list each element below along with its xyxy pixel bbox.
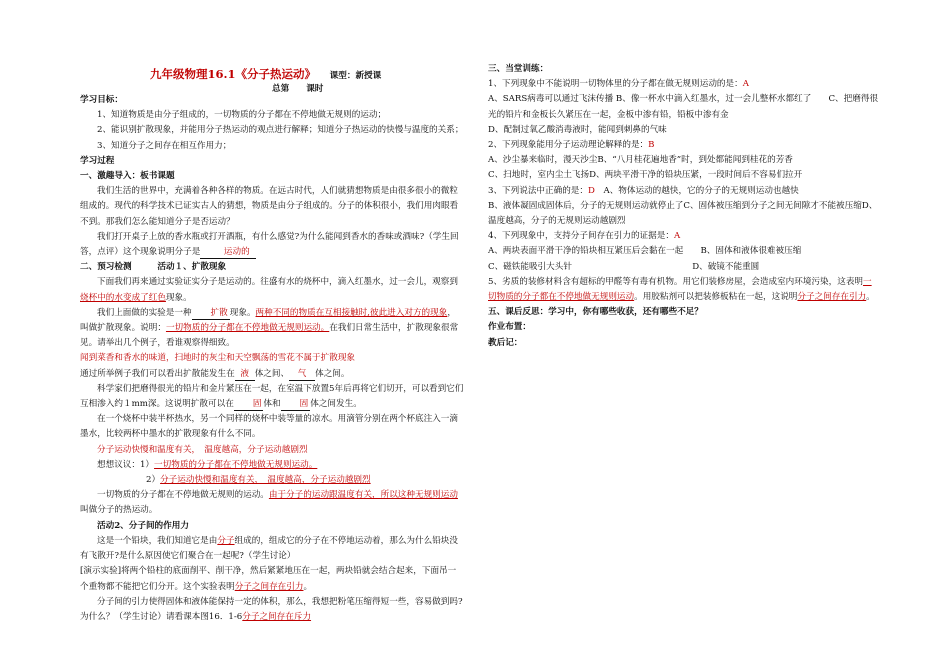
- f2-text-a: [演示实验]将两个铅柱的底面削平、削干净，然后紧紧地压在一起，两块铅就会结合起来，下面吊一个重物都不能把它们分开。这个实验表明: [80, 566, 457, 592]
- d4-text-a: 科学家们把磨得很光的铅片和金片紧压在一起，在室温下放置5年后再将它们切开，可以看到它们互相渗入约１mm深。这说明扩散可以在: [80, 383, 464, 410]
- think-label: 想想议议：1）: [97, 459, 155, 470]
- d3-text-c: 体之间。: [315, 368, 350, 379]
- diffusion-paragraph-2: [80, 306, 464, 352]
- diffusion-examples-answer: 闻到菜香和香水的味道，扫地时的灰尘和天空飘荡的雪花不属于扩散现象: [80, 353, 356, 364]
- q5-answer-1: 一切物质的分子都在不停地做无规则运动: [488, 276, 872, 303]
- d4-answer-1: 固: [234, 399, 264, 411]
- think-discuss-2: [80, 473, 464, 488]
- d4-text-c: 体之间发生。: [310, 399, 362, 410]
- section-2-heading: 二、预习检测 活动１、扩散现象: [80, 262, 227, 273]
- left-column: [80, 93, 464, 625]
- d2-text-a: 我们上面做的实验是一种: [97, 307, 192, 318]
- process-heading: 学习过程: [80, 155, 115, 166]
- q1-answer: A: [742, 79, 749, 90]
- diffusion-paragraph-4: [80, 382, 464, 412]
- goals-heading: 学习目标：: [80, 95, 123, 105]
- think-answer-2: 分子运动快慢和温度有关， 温度越高，分子运动越剧烈: [160, 475, 371, 486]
- section-1-heading: 一、激趣导入：板书课题: [80, 171, 175, 182]
- think-label-2: 2）: [146, 475, 161, 486]
- d2-text-d: 在我们日常生活中，扩散现象很常见。请举出几个例子，看谁观察得细致。: [80, 323, 459, 349]
- intro2-text: 我们打开桌子上放的香水瓶或打开酒瓶，有什么感觉?为什么能闻到香水的香味或酒味?（学生回答，点评）这个现象说明分子是: [80, 231, 459, 258]
- document-title: [150, 66, 480, 82]
- d1-answer: 烧杯中的水变成了红色: [80, 292, 166, 303]
- total-label: 总第: [272, 84, 290, 94]
- f1-answer: 分子: [217, 535, 235, 546]
- intro2-answer: 运动的: [200, 247, 256, 259]
- right-column: [488, 62, 880, 351]
- question-3: [488, 184, 880, 199]
- d2-answer-1: 扩散: [192, 308, 230, 320]
- goal-2: 2、能识别扩散现象，并能用分子热运动的观点进行解释；知道分子热运动的快慢与温度的关系；: [97, 125, 464, 136]
- d2-answer-2: 两种不同的物质在互相接触时,彼此进入对方的现象: [255, 307, 448, 318]
- question-1-options: A、SARS病毒可以通过飞沫传播 B、像一杯水中滴入红墨水，过一会儿整杯水都红了 C、把磨得很光的铅片和金板长久紧压在一起，金板中渗有铅，铅板中渗有金: [488, 94, 879, 120]
- diffusion-paragraph-3: [80, 367, 464, 382]
- force-paragraph-1: [80, 534, 464, 564]
- notes-heading: 教后记：: [488, 337, 523, 348]
- temperature-answer: 分子运动快慢和温度有关， 温度越高，分子运动越剧烈: [97, 444, 308, 455]
- question-5: [488, 275, 880, 305]
- think-discuss-1: [80, 458, 464, 473]
- q3-answer: D: [588, 185, 595, 196]
- think-answer-1: 一切物质的分子都在不停地做无规则运动。: [154, 459, 318, 470]
- d6-text-b: 叫做分子的热运动。: [80, 505, 158, 516]
- q5-answer-2: 分子之间存在引力: [797, 292, 867, 303]
- f3-answer: 分子之间存在斥力: [242, 611, 312, 622]
- activity-2-heading: 活动2、分子间的作用力: [97, 520, 189, 531]
- diffusion-paragraph-1: [80, 275, 464, 305]
- d1-text: 下面我们再来通过实验证实分子是运动的。往盛有水的烧杯中，滴入红墨水，过一会儿，观察到: [97, 277, 458, 288]
- intro-paragraph-1: 我们生活的世界中，充满着各种各样的物质。在远古时代，人们就猜想物质是由很多很小的微粒组成的。现代的科学技术已证实古人的猜想，物质是由分子组成的。分子的体积很小，我们用肉眼看不到。那我们怎么能知道分子是否运动？: [80, 186, 459, 227]
- f2-answer: 分子之间存在引力: [234, 581, 304, 592]
- question-4: [488, 229, 880, 244]
- question-4-options-ab: A、两块表面平滑干净的铅块相互紧压后会黏在一起 B、固体和液体很难被压缩: [488, 246, 802, 257]
- section-3-heading: 三、当堂训练：: [488, 64, 549, 74]
- f1-text-a: 这是一个铅块，我们知道它是由: [97, 535, 218, 546]
- section-5-heading: 五、课后反思：学习中，你有哪些收获，还有哪些不足？: [488, 307, 703, 318]
- d2-text-b: 现象。: [229, 307, 256, 318]
- q5-text-a: 5、劣质的装修材料含有超标的甲醛等有毒有机物。用它们装修房屋，会造成室内环境污染，这表明: [488, 276, 864, 287]
- intro-paragraph-2: [80, 230, 464, 260]
- lesson-type: 课型：新授课: [329, 71, 382, 81]
- question-1-option-d: D、配制过氧乙酸消毒液时，能闻到刺鼻的气味: [488, 124, 667, 135]
- d3-answer-1: 液: [235, 369, 255, 381]
- f1-text-b: 组成的，组成它的分子在不停地运动着，那么为什么铅块没有飞散开?是什么原因使它们聚合在一起呢?（学生讨论）: [80, 535, 458, 562]
- f2-text-b: 。: [303, 581, 313, 592]
- d4-text-b: 体和: [263, 399, 281, 410]
- question-2-options-cd: C、扫地时，室内尘土飞扬D、两块平滑干净的铅块压紧，一段时间后不容易们拉开: [488, 170, 803, 181]
- thermal-motion-paragraph: [80, 488, 464, 518]
- f3-text-a: 分子间的引力使得固体和液体能保持一定的体积，那么，我想把粉笔压缩得短一些，容易做到吗?为什么？（学生讨论）请看课本图16．1-6: [80, 596, 463, 622]
- force-paragraph-3: [80, 595, 464, 625]
- q3-text: 3、下列说法中正确的是：: [488, 185, 588, 196]
- goal-3: 3、知道分子之间存在相互作用力；: [97, 140, 232, 151]
- lesson-label: 课时: [306, 84, 324, 94]
- diffusion-paragraph-5: 在一个烧杯中装半杯热水，另一个同样的烧杯中装等量的凉水。用滴管分别在两个杯底注入一滴墨水，比较两杯中墨水的扩散现象有什么不同。: [80, 414, 458, 440]
- q4-answer: A: [673, 231, 681, 242]
- q1-text: 1、下列现象中不能说明一切物体里的分子都在做无规则运动的是：: [488, 79, 743, 90]
- d6-answer: 由于分子的运动跟温度有关，所以这种无规则运动: [268, 490, 458, 501]
- q2-text: 2、下列现象能用分子运动理论解释的是：: [488, 140, 649, 151]
- d6-text-a: 一切物质的分子都在不停地做无规则的运动。: [97, 490, 269, 501]
- d2-text-c: ，叫做扩散现象。说明：: [80, 307, 456, 334]
- question-2: [488, 138, 880, 153]
- d3-answer-2: 气: [289, 369, 315, 381]
- question-4-options-cd: C、磁铁能吸引大头针 D、破镜不能重圆: [488, 261, 760, 272]
- d3-text-a: 通过所举例子我们可以看出扩散能发生在: [80, 368, 235, 379]
- d4-answer-2: 固: [281, 399, 311, 411]
- q3-option-a: A、物体运动的越快，它的分子的无规则运动也越快: [603, 185, 799, 196]
- question-1: [488, 77, 880, 92]
- question-3-options: B、液体凝固成固体后，分子的无规则运动就停止了C、固体被压缩到分子之间无间隙才不能被压缩D、温度越高，分子的无规则运动越剧烈: [488, 200, 878, 227]
- d3-text-b: 体之间、: [254, 368, 290, 379]
- d1-end: 现象。: [165, 292, 192, 303]
- q5-text-c: 。: [866, 292, 875, 303]
- goal-1: 1、知道物质是由分子组成的，一切物质的分子都在不停地做无规则的运动；: [97, 110, 387, 121]
- q4-text: 4、下列现象中，支持分子间存在引力的证据是：: [488, 231, 674, 242]
- q5-text-b: 。用胶粘剂可以把装修板粘在一起，这说明: [634, 292, 798, 303]
- d2-answer-3: 一切物质的分子都在不停地做无规则运动。: [165, 323, 330, 334]
- homework-heading: 作业布置：: [488, 322, 531, 333]
- question-2-options-ab: A、沙尘暴来临时，漫天沙尘B、“八月桂花遍地香”时，到处都能闻到桂花的芳香: [488, 155, 793, 166]
- force-paragraph-2: [80, 564, 464, 594]
- q2-answer: B: [648, 140, 655, 151]
- title-main: 九年级物理16.1《分子热运动》: [150, 67, 317, 81]
